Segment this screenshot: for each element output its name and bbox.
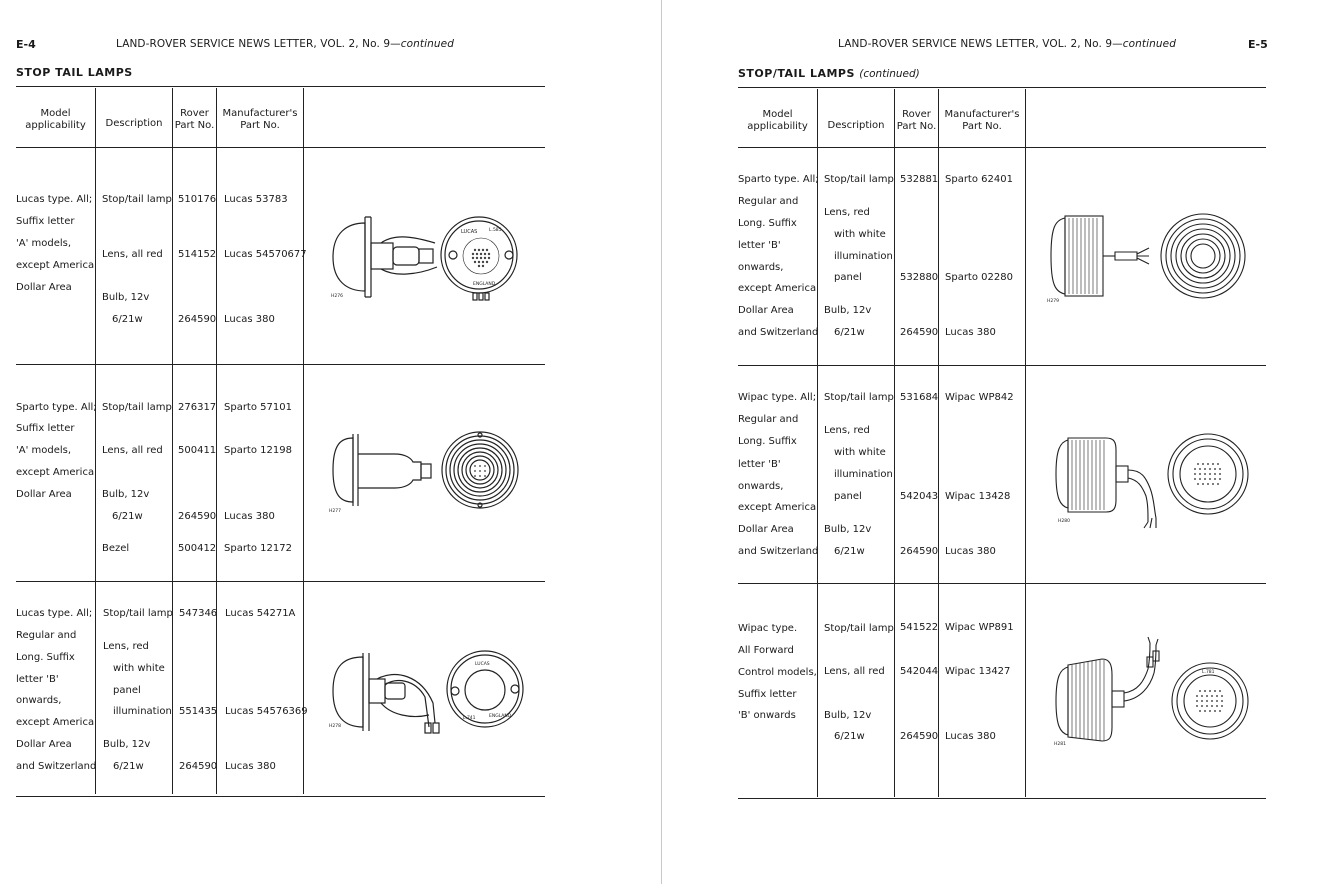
table-cell: Regular and <box>738 414 799 425</box>
col-header-model: Model applicability <box>25 108 86 131</box>
lucas-lamp-illustration-h278 <box>325 645 535 745</box>
column-rule <box>303 88 304 794</box>
table-cell: 532881 <box>900 174 939 185</box>
col-header-mfr: Manufacturer's Part No. <box>222 108 298 131</box>
table-rule <box>16 86 545 87</box>
table-cell: 6/21w <box>834 327 865 338</box>
table-cell: Lucas 380 <box>224 511 275 522</box>
svg-text:H281: H281 <box>1054 742 1066 747</box>
svg-text:L.741: L.741 <box>463 716 476 721</box>
table-cell: 547346 <box>179 608 218 619</box>
table-cell: 514152 <box>178 249 217 260</box>
wipac-lamp-illustration-h281 <box>1050 635 1255 750</box>
table-cell: panel <box>834 272 862 283</box>
table-cell: 264590 <box>179 761 218 772</box>
table-cell: Long. Suffix <box>16 652 75 663</box>
table-cell: letter 'B' <box>738 459 781 470</box>
table-cell: Lens, red <box>824 425 870 436</box>
table-cell: 'B' onwards <box>738 710 796 721</box>
table-cell: 6/21w <box>834 546 865 557</box>
table-cell: Lucas 380 <box>945 546 996 557</box>
table-cell: Bulb, 12v <box>824 305 872 316</box>
table-cell: onwards, <box>738 481 784 492</box>
table-cell: Wipac type. <box>738 623 798 634</box>
table-cell: Lucas 380 <box>945 327 996 338</box>
col-header-description: Description <box>105 118 163 129</box>
table-cell: and Switzerland <box>16 761 97 772</box>
col-header-model: Model applicability <box>747 109 808 132</box>
page-gutter <box>661 0 662 884</box>
column-rule <box>938 89 939 797</box>
svg-text:H279: H279 <box>1047 299 1059 304</box>
table-cell: 542043 <box>900 491 939 502</box>
table-cell: 531684 <box>900 392 939 403</box>
svg-text:LUCAS: LUCAS <box>475 662 490 667</box>
table-cell: Lucas 53783 <box>224 194 288 205</box>
table-cell: with white <box>834 229 886 240</box>
table-cell: Dollar Area <box>738 524 794 535</box>
table-cell: Dollar Area <box>738 305 794 316</box>
table-cell: Bulb, 12v <box>103 739 151 750</box>
table-cell: Wipac WP842 <box>945 392 1014 403</box>
section-title: STOP/TAIL LAMPS (continued) <box>738 67 920 80</box>
table-cell: Stop/tail lamp <box>824 392 894 403</box>
table-cell: Lucas type. All; <box>16 608 93 619</box>
column-rule <box>95 88 96 794</box>
table-cell: illumination <box>834 469 893 480</box>
table-rule <box>738 798 1266 799</box>
table-cell: except America <box>738 283 817 294</box>
table-cell: Sparto 57101 <box>224 402 292 413</box>
table-cell: letter 'B' <box>16 674 59 685</box>
table-cell: Lucas 380 <box>225 761 276 772</box>
col-header-rover: Rover Part No. <box>174 108 215 131</box>
col-header-mfr: Manufacturer's Part No. <box>944 109 1020 132</box>
table-cell: Suffix letter <box>738 689 797 700</box>
table-cell: 500411 <box>178 445 217 456</box>
table-cell: illumination <box>834 251 893 262</box>
table-cell: 264590 <box>178 314 217 325</box>
running-header: LAND-ROVER SERVICE NEWS LETTER, VOL. 2, No. 9—continued <box>116 38 454 50</box>
table-cell: Bulb, 12v <box>102 489 150 500</box>
table-cell: onwards, <box>16 695 62 706</box>
table-rule <box>16 796 545 797</box>
table-cell: Lucas 380 <box>224 314 275 325</box>
table-cell: and Switzerland <box>738 327 819 338</box>
table-cell: Stop/tail lamp <box>102 194 172 205</box>
col-header-rover: Rover Part No. <box>896 109 937 132</box>
svg-text:H280: H280 <box>1058 519 1070 524</box>
table-cell: Sparto 02280 <box>945 272 1013 283</box>
table-cell: letter 'B' <box>738 240 781 251</box>
table-cell: Lens, red <box>103 641 149 652</box>
table-cell: Dollar Area <box>16 739 72 750</box>
table-cell: Suffix letter <box>16 216 75 227</box>
table-cell: Lucas 54271A <box>225 608 296 619</box>
table-cell: except America <box>738 502 817 513</box>
table-cell: Long. Suffix <box>738 218 797 229</box>
svg-text:H276: H276 <box>331 294 343 299</box>
lucas-lamp-illustration-h276 <box>325 205 535 315</box>
table-cell: 6/21w <box>834 731 865 742</box>
table-cell: panel <box>834 491 862 502</box>
sparto-lamp-illustration-h277 <box>325 430 535 515</box>
table-cell: Wipac 13428 <box>945 491 1011 502</box>
table-cell: Lens, all red <box>824 666 885 677</box>
table-cell: except America <box>16 717 95 728</box>
column-rule <box>817 89 818 797</box>
table-cell: Sparto 12172 <box>224 543 292 554</box>
table-cell: Wipac type. All; <box>738 392 817 403</box>
table-cell: All Forward <box>738 645 794 656</box>
table-cell: 264590 <box>900 731 939 742</box>
table-cell: Wipac 13427 <box>945 666 1011 677</box>
table-cell: 6/21w <box>113 761 144 772</box>
col-header-description: Description <box>827 120 885 131</box>
table-cell: 264590 <box>900 327 939 338</box>
table-cell: Bezel <box>102 543 130 554</box>
table-cell: Lens, all red <box>102 249 163 260</box>
table-cell: Suffix letter <box>16 423 75 434</box>
table-cell: 551435 <box>179 706 218 717</box>
table-cell: 264590 <box>900 546 939 557</box>
table-cell: Bulb, 12v <box>824 710 872 721</box>
table-cell: except America <box>16 467 95 478</box>
table-cell: 541522 <box>900 622 939 633</box>
page-number: E-5 <box>1248 38 1268 51</box>
column-rule <box>894 89 895 797</box>
table-cell: 6/21w <box>112 511 143 522</box>
svg-text:H277: H277 <box>329 509 341 514</box>
table-cell: Sparto 12198 <box>224 445 292 456</box>
table-cell: Long. Suffix <box>738 436 797 447</box>
table-cell: Dollar Area <box>16 489 72 500</box>
table-cell: 6/21w <box>112 314 143 325</box>
table-cell: panel <box>113 685 141 696</box>
running-header: LAND-ROVER SERVICE NEWS LETTER, VOL. 2, No. 9—continued <box>838 38 1176 50</box>
table-cell: illumination <box>113 706 172 717</box>
table-cell: Lucas 54576369 <box>225 706 308 717</box>
table-cell: onwards, <box>738 262 784 273</box>
table-cell: except America <box>16 260 95 271</box>
table-cell: 542044 <box>900 666 939 677</box>
table-cell: 500412 <box>178 543 217 554</box>
table-cell: 'A' models, <box>16 445 72 456</box>
table-cell: Stop/tail lamp <box>103 608 173 619</box>
table-cell: Dollar Area <box>16 282 72 293</box>
table-cell: with white <box>113 663 165 674</box>
table-cell: 276317 <box>178 402 217 413</box>
svg-text:L.585: L.585 <box>489 228 502 233</box>
table-cell: Lucas type. All; <box>16 194 93 205</box>
table-cell: 264590 <box>178 511 217 522</box>
table-cell: Bulb, 12v <box>824 524 872 535</box>
table-cell: Lucas 54570677 <box>224 249 307 260</box>
table-cell: Sparto type. All; <box>16 402 97 413</box>
svg-text:ENGLAND: ENGLAND <box>473 282 496 287</box>
table-cell: Sparto 62401 <box>945 174 1013 185</box>
table-cell: Stop/tail lamp <box>824 174 894 185</box>
sparto-lamp-illustration-h279 <box>1045 210 1255 305</box>
table-rule <box>738 87 1266 88</box>
table-cell: 'A' models, <box>16 238 72 249</box>
table-cell: with white <box>834 447 886 458</box>
table-cell: Bulb, 12v <box>102 292 150 303</box>
section-title: STOP TAIL LAMPS <box>16 66 133 79</box>
svg-text:ENGLAND: ENGLAND <box>489 714 512 719</box>
wipac-lamp-illustration-h280 <box>1050 430 1255 530</box>
table-cell: 532880 <box>900 272 939 283</box>
column-rule <box>1025 89 1026 797</box>
table-cell: Stop/tail lamp <box>824 623 894 634</box>
table-cell: Stop/tail lamp <box>102 402 172 413</box>
table-cell: and Switzerland <box>738 546 819 557</box>
column-rule <box>172 88 173 794</box>
table-cell: 510176 <box>178 194 217 205</box>
table-cell: Sparto type. All; <box>738 174 819 185</box>
page-number: E-4 <box>16 38 36 51</box>
table-cell: Lens, red <box>824 207 870 218</box>
table-cell: Regular and <box>738 196 799 207</box>
table-cell: Lens, all red <box>102 445 163 456</box>
table-cell: Wipac WP891 <box>945 622 1014 633</box>
svg-text:L.781: L.781 <box>1202 670 1215 675</box>
svg-text:H278: H278 <box>329 724 341 729</box>
table-cell: Control models, <box>738 667 817 678</box>
svg-text:LUCAS: LUCAS <box>461 229 478 235</box>
table-cell: Lucas 380 <box>945 731 996 742</box>
table-cell: Regular and <box>16 630 77 641</box>
